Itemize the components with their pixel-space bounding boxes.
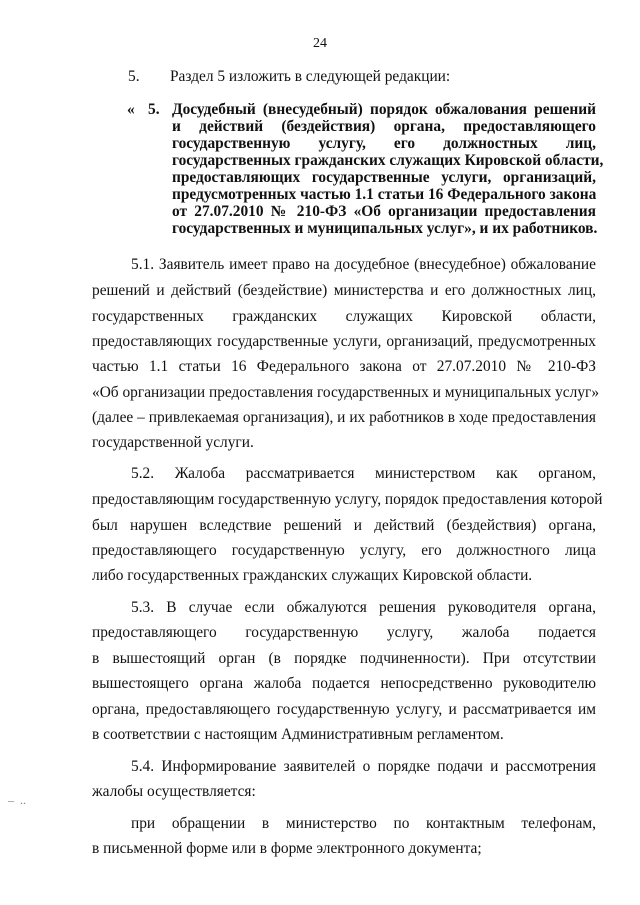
paragraph-line: решений и действий (бездействие) министерства и его должностных лиц,	[92, 282, 596, 299]
paragraph-line: предоставляющего государственную услугу, жалоба подается	[92, 624, 596, 641]
paragraph-line: частью 1.1 статьи 16 Федерального закона от 27.07.2010 № 210-ФЗ	[92, 358, 596, 375]
paragraph-line: в письменной форме или в форме электронного документа;	[92, 840, 482, 857]
heading-line: от 27.07.2010 № 210-ФЗ «Об организации предоставления	[172, 203, 596, 220]
paragraph-line: «Об организации предоставления государственных и муниципальных услуг»	[92, 384, 600, 401]
paragraph-line: органа, предоставляющего государственную услугу, и рассматривается им	[92, 701, 596, 718]
heading-line: Досудебный (внесудебный) порядок обжалования решений	[172, 101, 596, 118]
paragraph-line: либо государственных гражданских служащих Кировской области.	[92, 567, 533, 584]
paragraph-line: 5.4. Информирование заявителей о порядке подачи и рассмотрения	[131, 758, 596, 775]
heading-number: 5.	[148, 101, 160, 118]
heading-line: государственную услугу, его должностных лиц,	[172, 135, 596, 152]
paragraph-line: в соответствии с настоящим Административным регламентом.	[92, 726, 504, 743]
paragraph-line: был нарушен вследствие решений и действий (бездействия) органа,	[92, 517, 596, 534]
heading-line: государственных гражданских служащих Кировской области,	[172, 152, 604, 169]
heading-line: государственных и муниципальных услуг», и их работников.	[172, 220, 598, 237]
heading-quote: «	[127, 101, 135, 118]
scan-mark: – ..	[8, 793, 26, 807]
item-5-text: Раздел 5 изложить в следующей редакции:	[170, 68, 451, 85]
paragraph-line: государственных гражданских служащих Кировской области,	[92, 308, 596, 325]
page-number: 24	[313, 36, 327, 51]
paragraph-line: 5.2. Жалоба рассматривается министерством как органом,	[131, 465, 596, 482]
paragraph-line: государственной услуги.	[92, 434, 254, 451]
paragraph-line: жалобы осуществляется:	[92, 783, 256, 800]
paragraph-line: предоставляющих государственные услуги, организаций, предусмотренных	[92, 333, 596, 350]
paragraph-line: (далее – привлекаемая организация), и их работников в ходе предоставления	[92, 409, 596, 426]
heading-line: и действий (бездействия) органа, предоставляющего	[172, 118, 596, 135]
paragraph-line: вышестоящего органа жалоба подается непосредственно руководителю	[92, 675, 596, 692]
paragraph-line: при обращении в министерство по контактным телефонам,	[131, 815, 596, 832]
paragraph-line: 5.3. В случае если обжалуются решения руководителя органа,	[131, 599, 596, 616]
paragraph-line: предоставляющего государственную услугу, его должностного лица	[92, 542, 596, 559]
heading-line: предоставляющих государственные услуги, организаций,	[172, 169, 596, 186]
heading-line: предусмотренных частью 1.1 статьи 16 Федерального закона	[172, 186, 597, 203]
paragraph-line: в вышестоящий орган (в порядке подчиненности). При отсутствии	[92, 650, 596, 667]
item-5-number: 5.	[128, 68, 140, 85]
paragraph-line: предоставляющим государственную услугу, порядок предоставления которой	[92, 491, 603, 508]
paragraph-line: 5.1. Заявитель имеет право на досудебное (внесудебное) обжалование	[131, 256, 596, 273]
